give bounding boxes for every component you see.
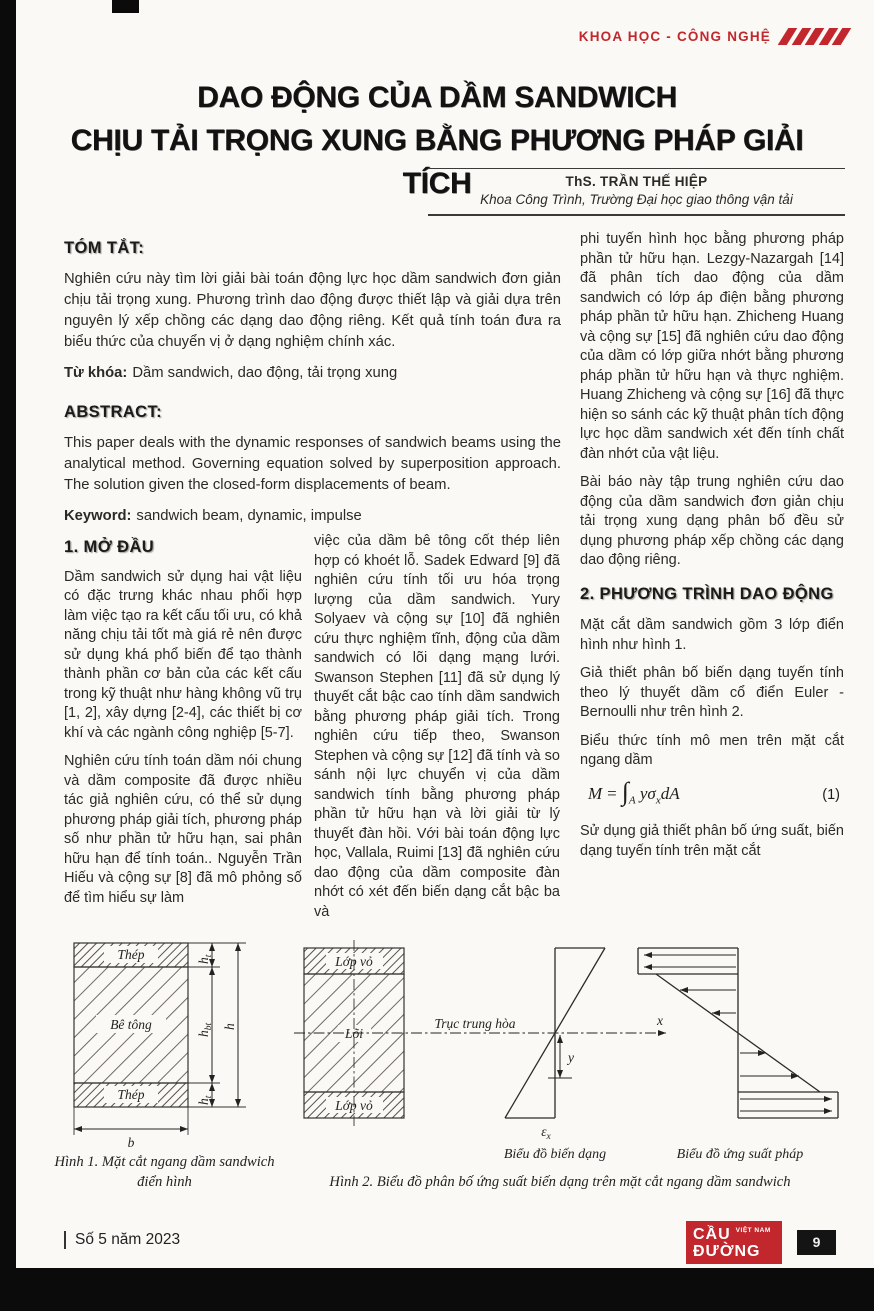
- scan-artifact-top-mark: [112, 0, 139, 13]
- abstract-vi-heading: TÓM TẮT:: [64, 239, 145, 257]
- figure2-caption: Hình 2. Biểu đồ phân bố ứng suất biến dạng trên mặt cắt ngang dầm sandwich: [329, 1174, 791, 1190]
- neutral-axis-label: Trục trung hòa: [434, 1016, 516, 1031]
- y-distance-label: y: [568, 1050, 574, 1065]
- abstract-vi-keywords: [64, 363, 561, 384]
- logo-word-duong: ĐƯỜNG: [693, 1242, 761, 1260]
- body-column-3: [580, 230, 844, 870]
- section1-heading: 1. MỞ ĐẦU: [64, 538, 155, 556]
- paragraph: Nghiên cứu tính toán dầm nói chung và dầm composite đã được nhiều tác giả nghiên cứu, có thể sử dụng phương pháp giải tích, phương pháp số như phần tử hữu hạn, sai phân hữu hạn để tính toán.. Nguyễn Trần Hiếu và cộng sự [8] đã mô phỏng số để tìm hiểu sự làm: [64, 753, 302, 906]
- abstract-block: [64, 238, 561, 533]
- layer-label-core: Lõi: [344, 1026, 364, 1041]
- paragraph: việc của dầm bê tông cốt thép liên hợp có khoét lỗ. Sadek Edward [9] đã nghiên cứu tính tối ưu hóa trọng lượng của dầm sandwich. Yury Solyaev và cộng sự [10] đã nghiên cứu thực nghiệm tĩnh, động của dầm sandwich có lõi dạng mạng lưới. Swanson Stephen [11] đã sử dụng lý thuyết cắt bậc cao tính dầm sandwich bằng phương pháp giải tích. Trong nghiên cứu tiếp theo, Swanson Stephen và cộng sự [12] đã tính và so sánh nội lực chuyển vị của dầm sandwich tính bằng phương pháp phần tử hữu hạn và lời giải từ lý thuyết đàn hồi. Với bài toán động lực học, Vallala, Ruimi [13] đã nghiên cứu dao động của dầm composite đàn nhớt có xét đến biến dạng cắt bậc ba và: [314, 533, 560, 920]
- paragraph: Sử dụng giả thiết phân bố ứng suất, biến dạng tuyến tính trên mặt cắt: [580, 823, 844, 859]
- footer-issue-label: Số 5 năm 2023: [64, 1231, 180, 1249]
- author-name: ThS. TRẦN THẾ HIỆP: [565, 174, 708, 189]
- paragraph: phi tuyến hình học bằng phương pháp phần tử hữu hạn. Lezgy-Nazargah [14] đã phân tích dao động của dầm sandwich có lớp áp điện bằng phương pháp phần tử hữu hạn. Zhicheng Huang và cộng sự [15] đã nghiên cứu dao động của dầm có lớp giữa nhớt bằng phương pháp phần tử hữu hạn và thực nghiệm. Huang Zhicheng và cộng sự [16] đã thực hiện so sánh các kỹ thuật phân tích động lực học dầm sandwich xét đến tính chất đàn nhớt của vật liệu.: [580, 231, 844, 462]
- logo-badge-vietnam: VIỆT NAM: [735, 1226, 771, 1234]
- layer-label-skin-bottom: Lớp vỏ: [335, 1098, 373, 1113]
- page-number-badge: 9: [797, 1230, 836, 1255]
- abstract-en-body: This paper deals with the dynamic responses of sandwich beams using the analytical method. Governing equation solved by superposition approach. The solution given the closed-form displacements of beam.: [64, 435, 561, 493]
- material-label-concrete: Bê tông: [110, 1017, 152, 1032]
- abstract-en-keywords: [64, 506, 561, 527]
- equation-number: (1): [822, 786, 840, 803]
- equation-1: [588, 776, 840, 811]
- author-affiliation: Khoa Công Trình, Trường Đại học giao thông vận tải: [480, 192, 793, 207]
- layer-label-skin-top: Lớp vỏ: [335, 954, 373, 969]
- equation-expression: $M = \int_A$ $y\sigma_xdA$: [588, 776, 680, 806]
- material-label-steel-top: Thép: [117, 947, 145, 962]
- article-title-line1: DAO ĐỘNG CỦA DẦM SANDWICH: [197, 81, 677, 114]
- x-axis-label: x: [657, 1013, 663, 1028]
- material-label-steel-bottom: Thép: [117, 1087, 145, 1102]
- slashes-decoration-icon: [783, 28, 846, 45]
- paragraph: Biểu thức tính mô men trên mặt cắt ngang dầm: [580, 732, 844, 768]
- stress-diagram-caption: Biểu đồ ứng suất pháp: [676, 1147, 804, 1162]
- body-column-1: [64, 534, 302, 917]
- author-block: [428, 168, 845, 216]
- logo-word-cau: CẦU: [693, 1225, 731, 1243]
- section2-heading: 2. PHƯƠNG TRÌNH DAO ĐỘNG: [580, 584, 834, 603]
- integral-sign: ∫: [621, 776, 629, 806]
- scan-artifact-left-bar: [0, 0, 16, 1311]
- dim-label-h: h: [222, 1023, 237, 1030]
- figure1-cross-section-drawing: [60, 933, 260, 1161]
- dim-label-hbt: $h_{bt}$: [196, 1022, 214, 1037]
- keywords-en-text: sandwich beam, dynamic, impulse: [136, 508, 362, 524]
- keywords-en-label: Keyword:: [64, 508, 132, 524]
- article-title-line2: CHỊU TẢI TRỌNG XUNG BẰNG PHƯƠNG PHÁP GIẢI TÍCH: [70, 124, 804, 200]
- scan-artifact-bottom-bar: [0, 1268, 874, 1311]
- keywords-vi-label: Từ khóa:: [64, 365, 128, 381]
- section-rubric: KHOA HỌC - CÔNG NGHỆ: [578, 29, 771, 44]
- equation-lhs: M: [588, 783, 603, 803]
- page-header: [579, 28, 846, 45]
- paragraph: Giả thiết phân bố biến dạng tuyến tính theo lý thuyết dầm cổ điển Euler -Bernoulli như trên hình 2.: [580, 665, 844, 720]
- dim-label-ht-bottom: $h_t$: [196, 1095, 214, 1105]
- dim-label-ht-top: $h_t$: [196, 954, 214, 964]
- paragraph: Mặt cắt dầm sandwich gồm 3 lớp điển hình như hình 1.: [580, 617, 844, 653]
- keywords-vi-text: Dầm sandwich, dao động, tải trọng xung: [132, 365, 398, 381]
- strain-symbol-label: $\varepsilon_x$: [541, 1124, 551, 1142]
- dim-label-b: b: [127, 1135, 135, 1150]
- paragraph: Dầm sandwich sử dụng hai vật liệu có đặc trưng khác nhau phối hợp làm việc tạo ra kết cấu tối ưu, có khả năng chịu tải tốt mà giá rẻ nên được sử dụng khá phổ biến để tạo thành thành phần cơ bản của các kết cấu trong kỹ thuật như hàng không vũ trụ [1, 2], xây dựng [2-4], các thiết bị cơ khí và các ngành công nghiệp [5-7].: [64, 568, 302, 741]
- strain-diagram-caption: Biểu đồ biến dạng: [503, 1147, 607, 1162]
- figure2-stress-strain-drawing: [288, 938, 845, 1176]
- abstract-en-heading: ABSTRACT:: [64, 403, 163, 421]
- journal-logo: [686, 1221, 782, 1264]
- figure1-caption: Hình 1. Mặt cắt ngang dầm sandwich điển hình: [54, 1154, 275, 1190]
- paragraph: Bài báo này tập trung nghiên cứu dao động của dầm sandwich đơn giản chịu tải trọng xung dạng phân bố đều sử dụng phương pháp xếp chồng các dạng dao động riêng.: [580, 474, 844, 568]
- body-column-2: [314, 532, 560, 931]
- abstract-vi-body: Nghiên cứu này tìm lời giải bài toán động lực học dầm sandwich đơn giản chịu tải trọng xung. Phương trình dao động được thiết lập và giải dựa trên nguyên lý xếp chồng các dạng dao động riêng. Kết quả tính toán đưa ra biểu thức của chuyển vị ở dạng nghiệm chính xác.: [64, 271, 561, 350]
